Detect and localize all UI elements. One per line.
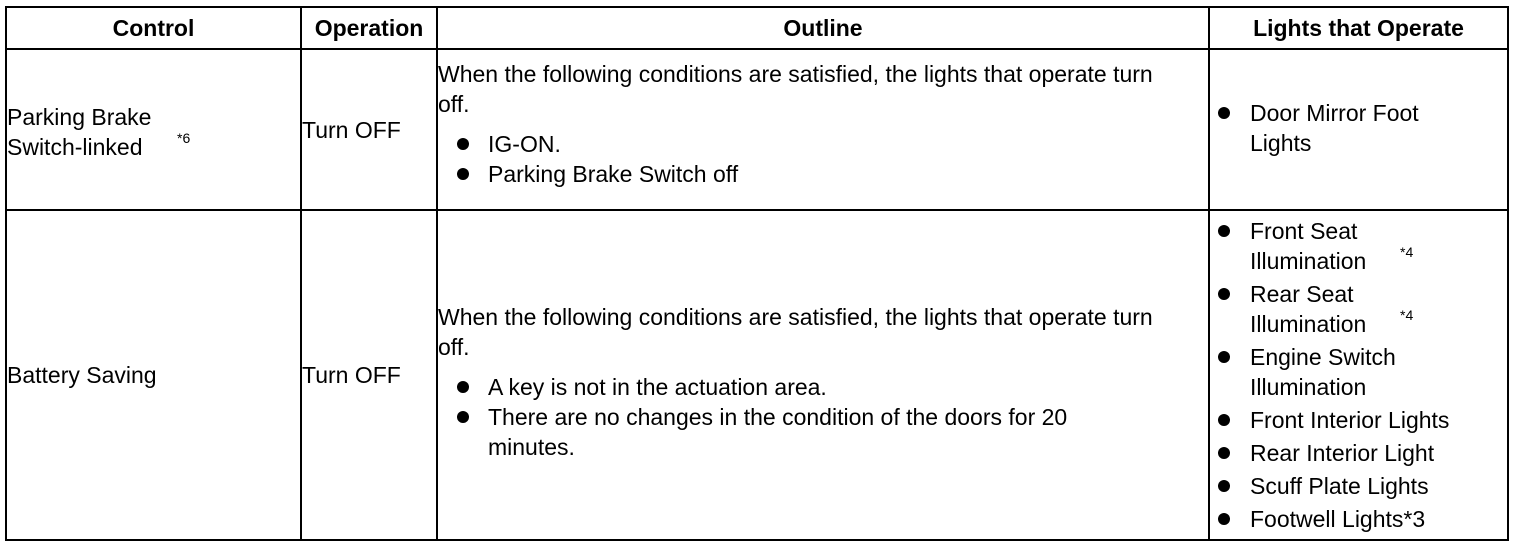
bullet-icon <box>1218 351 1230 363</box>
list-item <box>1210 216 1507 276</box>
list-item <box>438 159 1208 189</box>
header-outline: Outline <box>437 7 1209 49</box>
bullet-icon <box>1218 414 1230 426</box>
operation-cell <box>301 49 437 210</box>
table-row <box>6 49 1508 210</box>
table-row <box>6 210 1508 540</box>
light-name: Front Interior Lights <box>1250 407 1450 433</box>
operation-value: Turn OFF <box>302 116 401 143</box>
bullet-icon <box>457 411 469 423</box>
list-item <box>1210 405 1507 435</box>
list-item <box>438 129 1208 159</box>
light-name: Engine Switch Illumination <box>1250 344 1396 400</box>
control-note: *6 <box>177 129 191 146</box>
bullet-icon <box>1218 447 1230 459</box>
list-item <box>1210 471 1507 501</box>
list-item <box>438 402 1208 462</box>
list-item <box>1210 342 1507 402</box>
header-operation: Operation <box>301 7 437 49</box>
condition-list <box>438 129 1208 189</box>
lights-list <box>1210 98 1507 158</box>
operation-value: Turn OFF <box>302 362 401 388</box>
list-item <box>1210 98 1507 158</box>
control-name: Battery Saving <box>7 362 157 388</box>
condition-text: IG-ON. <box>488 131 561 157</box>
list-item <box>1210 279 1507 339</box>
bullet-icon <box>1218 107 1230 119</box>
list-item <box>438 372 1208 402</box>
outline-intro: When the following conditions are satisfied, the lights that operate turn off. <box>438 61 1153 117</box>
lights-list <box>1210 216 1507 534</box>
light-name: Door Mirror Foot Lights <box>1250 99 1419 156</box>
light-note: *4 <box>1400 244 1414 261</box>
outline-cell <box>437 210 1209 540</box>
light-name: Front Seat Illumination <box>1250 218 1367 274</box>
light-name: Rear Seat Illumination <box>1250 281 1367 337</box>
bullet-icon <box>457 138 469 150</box>
condition-text: A key is not in the actuation area. <box>488 374 827 400</box>
condition-text: Parking Brake Switch off <box>488 161 739 187</box>
bullet-icon <box>1218 225 1230 237</box>
lights-cell <box>1209 49 1508 210</box>
list-item <box>1210 438 1507 468</box>
bullet-icon <box>1218 288 1230 300</box>
header-lights: Lights that Operate <box>1209 7 1508 49</box>
header-control: Control <box>6 7 301 49</box>
condition-text: There are no changes in the condition of the doors for 20 minutes. <box>488 404 1068 460</box>
outline-cell <box>437 49 1209 210</box>
lights-cell <box>1209 210 1508 540</box>
bullet-icon <box>457 168 469 180</box>
light-name: Scuff Plate Lights <box>1250 473 1429 499</box>
bullet-icon <box>1218 513 1230 525</box>
control-cell <box>6 49 301 210</box>
list-item <box>1210 504 1507 534</box>
bullet-icon <box>457 381 469 393</box>
condition-list <box>438 372 1208 462</box>
light-name: Rear Interior Light <box>1250 440 1435 466</box>
light-control-table <box>5 6 1509 541</box>
control-name: Parking Brake Switch-linked <box>7 103 152 160</box>
header-row <box>6 7 1508 49</box>
bullet-icon <box>1218 480 1230 492</box>
light-note: *4 <box>1400 307 1414 324</box>
light-name: Footwell Lights*3 <box>1250 506 1426 532</box>
outline-intro: When the following conditions are satisfied, the lights that operate turn off. <box>438 304 1153 360</box>
control-cell <box>6 210 301 540</box>
operation-cell <box>301 210 437 540</box>
